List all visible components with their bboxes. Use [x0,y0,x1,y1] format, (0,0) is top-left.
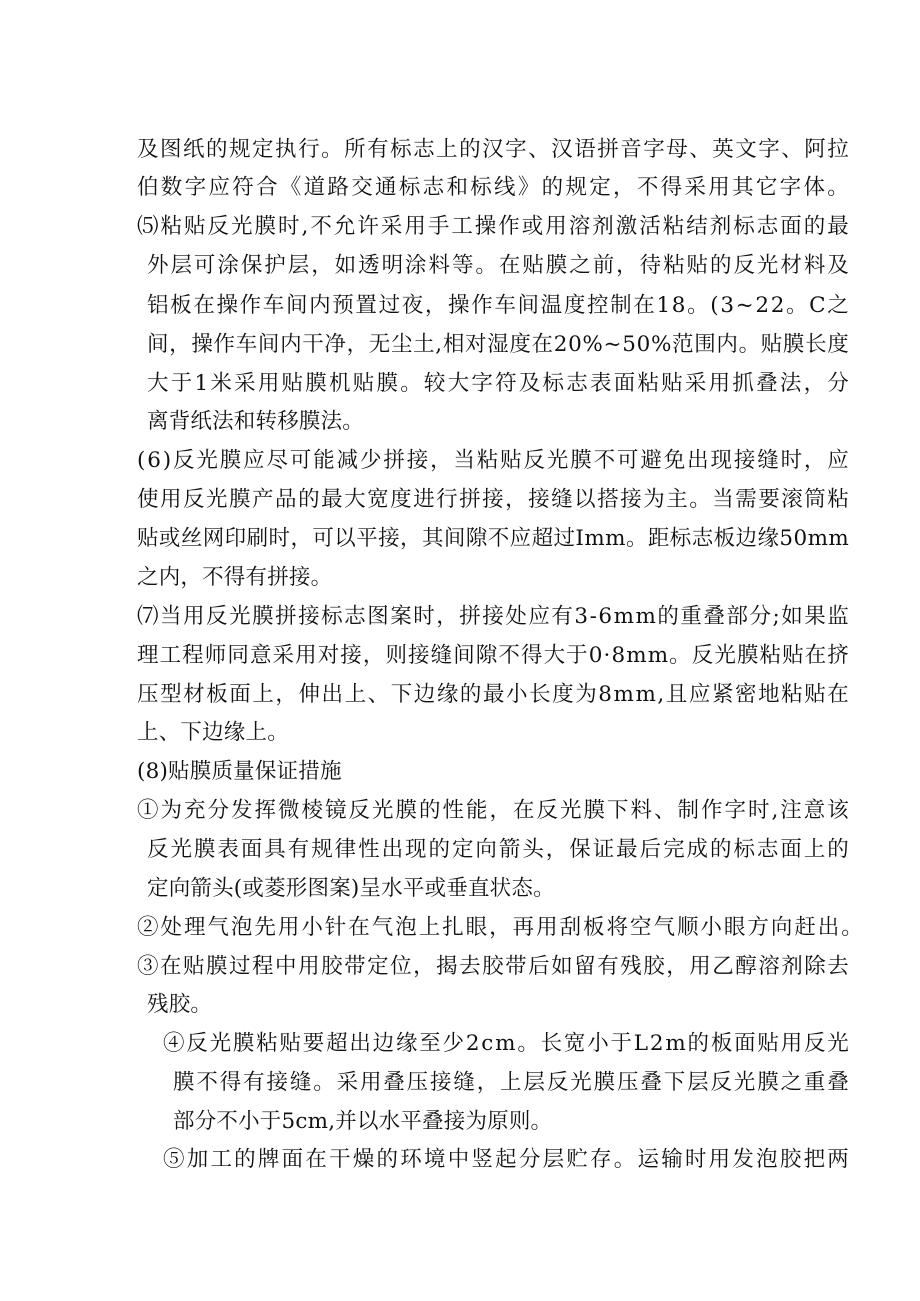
text-line: 上、下边缘上。 [137,720,289,745]
text-line: 铝板在操作车间内预置过夜，操作车间温度控制在18。(3~22。C之 [147,293,851,318]
text-line: ③在贴膜过程中用胶带定位，揭去胶带后如留有残胶，用乙醇溶剂除去 [137,954,851,979]
text-line: 大于1米采用贴膜机贴膜。较大字符及标志表面粘贴采用抓叠法，分 [147,371,852,396]
text-line: 贴或丝网印刷时，可以平接，其间隙不应超过Imm。距标志板边缘50mm [137,526,850,551]
text-line: 之内，不得有拼接。 [137,565,333,590]
text-line: ②处理气泡先用小针在气泡上扎眼，再用刮板将空气顺小眼方向赶出。 [137,915,865,940]
text-line: 外层可涂保护层，如透明涂料等。在贴膜之前，待粘贴的反光材料及 [147,253,851,278]
text-line: 部分不小于5cm,并以水平叠接为原则。 [173,1109,553,1134]
text-line: 理工程师同意采用对接，则接缝间隙不得大于0·8mm。反光膜粘贴在挤 [137,643,850,668]
text-line: 离背纸法和转移膜法。 [147,409,365,434]
text-line: (6)反光膜应尽可能减少拼接，当粘贴反光膜不可避免出现接缝时，应 [137,448,851,473]
text-line: 膜不得有接缝。采用叠压接缝，上层反光膜压叠下层反光膜之重叠 [173,1070,851,1095]
text-line: ⑸粘贴反光膜时,不允许采用手工操作或用溶剂激活粘结剂标志面的最 [137,214,851,239]
text-line: 间，操作车间内干净，无尘土,相对湿度在20%~50%范围内。贴膜长度 [147,332,850,357]
text-line: ⑤加工的牌面在干燥的环境中竖起分层贮存。运输时用发泡胶把两 [163,1147,852,1172]
text-line: ⑺当用反光膜拼接标志图案时，拼接处应有3-6mm的重叠部分;如果监 [137,604,851,629]
text-line: 反光膜表面具有规律性出现的定向箭头，保证最后完成的标志面上的 [147,837,851,862]
text-line: 使用反光膜产品的最大宽度进行拼接，接缝以搭接为主。当需要滚筒粘 [137,487,851,512]
text-line: 及图纸的规定执行。所有标志上的汉字、汉语拼音字母、英文字、阿拉 [137,137,851,162]
text-line: ④反光膜粘贴要超出边缘至少2cm。长宽小于L2m的板面贴用反光 [163,1031,851,1056]
text-line: ①为充分发挥微棱镜反光膜的性能，在反光膜下料、制作字时,注意该 [137,798,851,823]
text-line: 残胶。 [147,992,213,1017]
text-line: (8)贴膜质量保证措施 [137,759,342,784]
text-line: 伯数字应符合《道路交通标志和标线》的规定，不得采用其它字体。 [137,175,852,200]
text-line: 压型材板面上，伸出上、下边缘的最小长度为8mm,且应紧密地粘贴在 [137,682,851,707]
text-line: 定向箭头(或菱形图案)呈水平或垂直状态。 [147,876,555,901]
